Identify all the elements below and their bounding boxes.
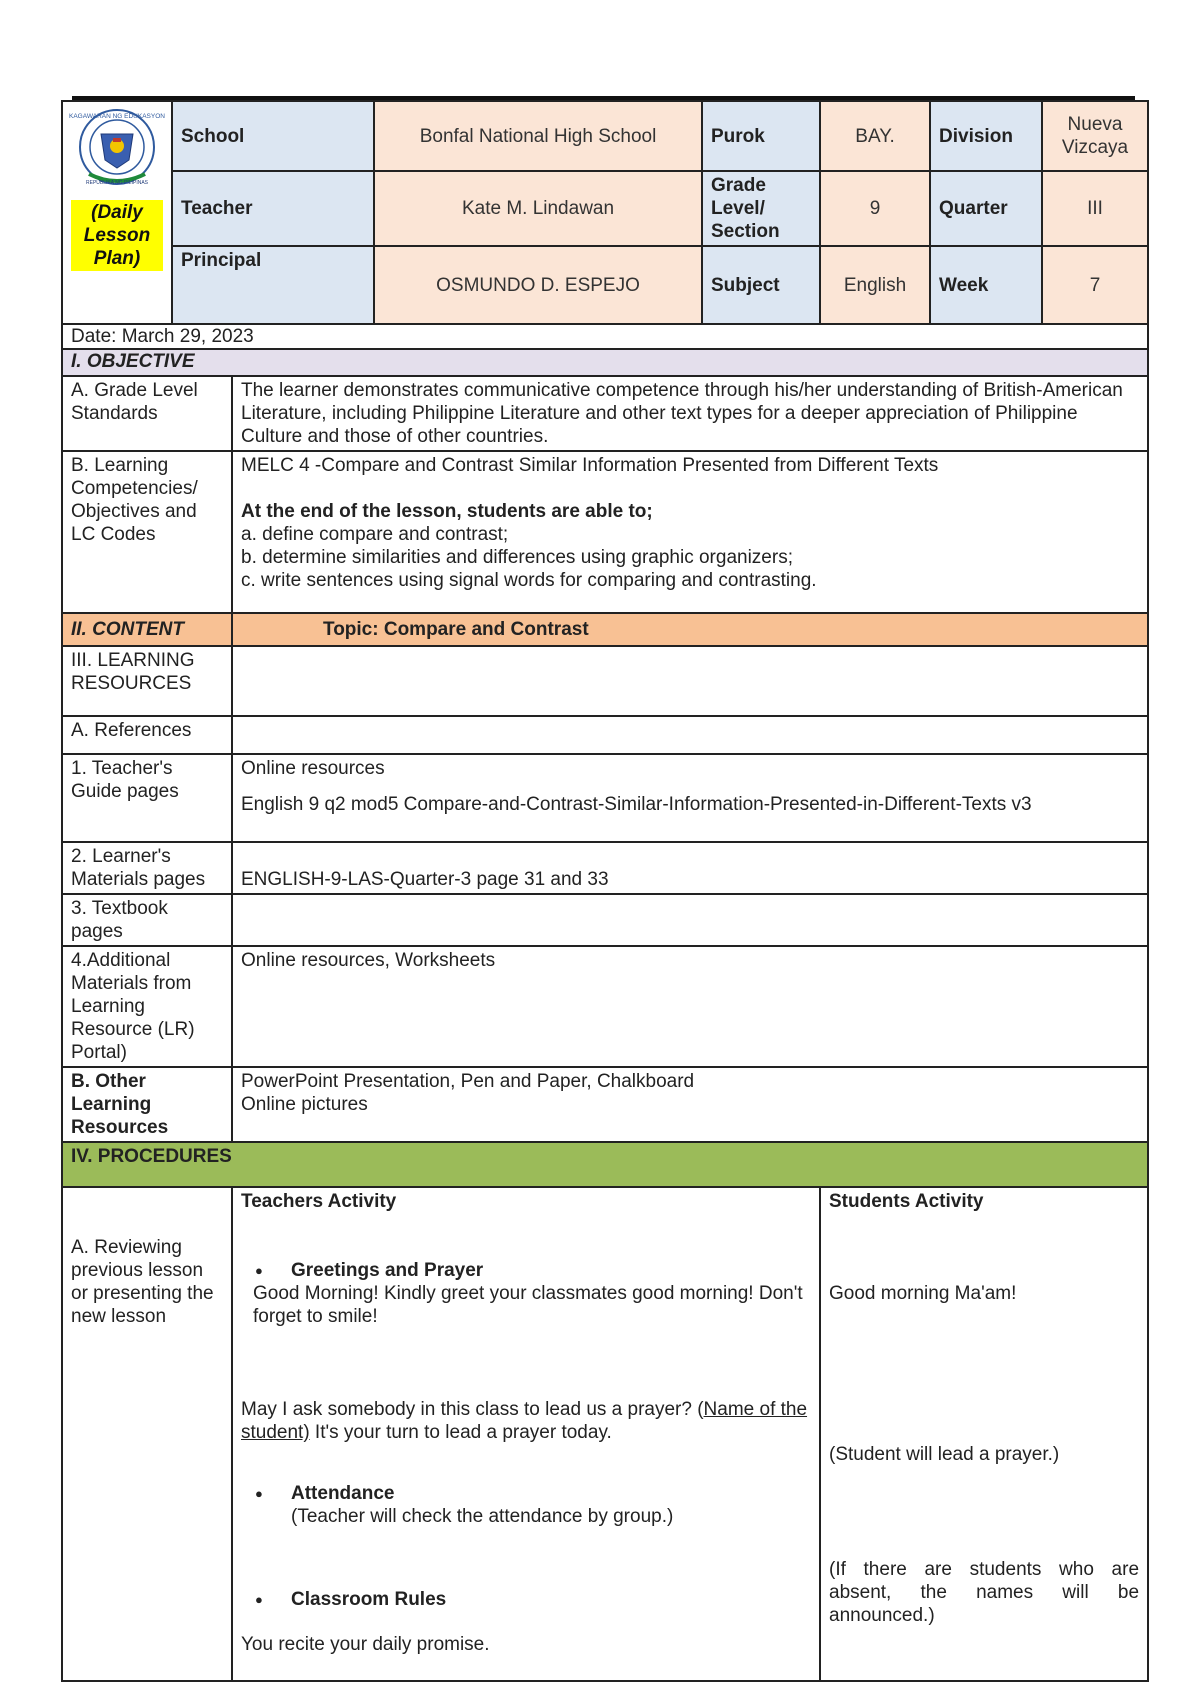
teacher-value: Kate M. Lindawan (374, 171, 702, 246)
students-activity-heading: Students Activity (829, 1191, 984, 1212)
student-absent-note: (If there are students who are absent, the names will be announced.) (829, 1559, 1140, 1626)
additional-materials-value: Online resources, Worksheets (232, 946, 1148, 1067)
purok-value: BAY. (820, 101, 930, 171)
rules-text: You recite your daily promise. (241, 1634, 490, 1655)
date-row: Date: March 29, 2023 (62, 324, 1148, 349)
division-value: Nueva Vizcaya (1042, 101, 1148, 171)
learners-materials-value: ENGLISH-9-LAS-Quarter-3 page 31 and 33 (232, 842, 1148, 894)
other-resources-label: B. Other Learning Resources (62, 1067, 232, 1142)
prayer-text (241, 1398, 811, 1444)
objective-item: c. write sentences using signal words for comparing and contrasting. (241, 570, 817, 591)
references-value (232, 716, 1148, 754)
lesson-plan-table (61, 100, 1149, 1682)
additional-materials-label: 4.Additional Materials from Learning Resource (LR) Portal) (62, 946, 232, 1067)
references-label: A. References (62, 716, 232, 754)
greetings-title: Greetings and Prayer (291, 1260, 484, 1281)
objectives-intro: At the end of the lesson, students are able to; (241, 501, 653, 522)
student-greeting: Good morning Ma'am! (829, 1283, 1017, 1304)
attendance-title: Attendance (291, 1483, 395, 1504)
attendance-list (241, 1482, 811, 1528)
rules-title: Classroom Rules (291, 1589, 447, 1610)
teachers-guide-line2: English 9 q2 mod5 Compare-and-Contrast-Similar-Information-Presented-in-Different-Texts v3 (241, 794, 1032, 815)
teachers-guide-cell (232, 754, 1148, 842)
school-value: Bonfal National High School (374, 101, 702, 171)
objective-item: b. determine similarities and differences using graphic organizers; (241, 547, 793, 568)
student-prayer: (Student will lead a prayer.) (829, 1444, 1060, 1465)
purok-label: Purok (702, 101, 820, 171)
subject-label: Subject (702, 246, 820, 324)
subject-value: English (820, 246, 930, 324)
division-label: Division (930, 101, 1042, 171)
students-activity-cell (820, 1187, 1148, 1681)
logo-cell (62, 101, 172, 324)
deped-seal-icon (67, 108, 167, 186)
teacher-label: Teacher (172, 171, 374, 246)
attendance-text: (Teacher will check the attendance by group.) (291, 1506, 674, 1527)
content-heading: II. CONTENT (62, 613, 232, 646)
teachers-activity-heading: Teachers Activity (241, 1191, 397, 1212)
school-label: School (172, 101, 374, 171)
grade-level-standards-text: The learner demonstrates communicative competence through his/her understanding of British-American Literature, including Philippine Literature and other text types for a deeper appreciation of Philippine Culture and those of other countries. (232, 376, 1148, 451)
content-topic: Topic: Compare and Contrast (232, 613, 1148, 646)
rules-list (241, 1588, 811, 1611)
seal-subtext: REPUBLIKA NG PILIPINAS (86, 180, 148, 186)
principal-value: OSMUNDO D. ESPEJO (374, 246, 702, 324)
quarter-label: Quarter (930, 171, 1042, 246)
other-resources-line1: PowerPoint Presentation, Pen and Paper, Chalkboard (241, 1071, 695, 1092)
grade-value: 9 (820, 171, 930, 246)
learning-competencies-cell (232, 451, 1148, 613)
reviewing-label-cell (62, 1187, 232, 1681)
teachers-guide-line1: Online resources (241, 758, 385, 779)
learning-resources-heading: III. LEARNING RESOURCES (62, 646, 232, 716)
grade-label: Grade Level/ Section (702, 171, 820, 246)
other-resources-cell (232, 1067, 1148, 1142)
principal-label: Principal (172, 246, 374, 324)
learning-resources-value (232, 646, 1148, 716)
other-resources-line2: Online pictures (241, 1094, 368, 1115)
procedures-heading: IV. PROCEDURES (62, 1142, 1148, 1187)
grade-level-standards-label: A. Grade Level Standards (62, 376, 232, 451)
objective-heading: I. OBJECTIVE (62, 349, 1148, 376)
prayer-name: Name of the student) (241, 1399, 808, 1443)
greetings-text: Good Morning! Kindly greet your classmates good morning! Don't forget to smile! (253, 1283, 803, 1327)
greetings-list (241, 1259, 811, 1282)
prayer-pre: May I ask somebody in this class to lead us a prayer? ( (241, 1399, 704, 1420)
seal-text: KAGAWARAN NG EDUKASYON (69, 113, 165, 120)
daily-lesson-plan-badge: (Daily Lesson Plan) (71, 200, 163, 271)
rules-item (291, 1588, 811, 1611)
objective-item: a. define compare and contrast; (241, 524, 509, 545)
melc-text: MELC 4 -Compare and Contrast Similar Information Presented from Different Texts (241, 455, 939, 476)
textbook-value (232, 894, 1148, 946)
quarter-value: III (1042, 171, 1148, 246)
learning-competencies-label: B. Learning Competencies/ Objectives and LC Codes (62, 451, 232, 613)
teachers-guide-label: 1. Teacher's Guide pages (62, 754, 232, 842)
teachers-activity-cell (232, 1187, 820, 1681)
reviewing-label: A. Reviewing previous lesson or presenting the new lesson (71, 1237, 214, 1327)
prayer-post: It's your turn to lead a prayer today. (309, 1422, 612, 1443)
week-label: Week (930, 246, 1042, 324)
attendance-item (291, 1482, 811, 1528)
learners-materials-label: 2. Learner's Materials pages (62, 842, 232, 894)
greetings-item (291, 1259, 811, 1282)
textbook-label: 3. Textbook pages (62, 894, 232, 946)
week-value: 7 (1042, 246, 1148, 324)
